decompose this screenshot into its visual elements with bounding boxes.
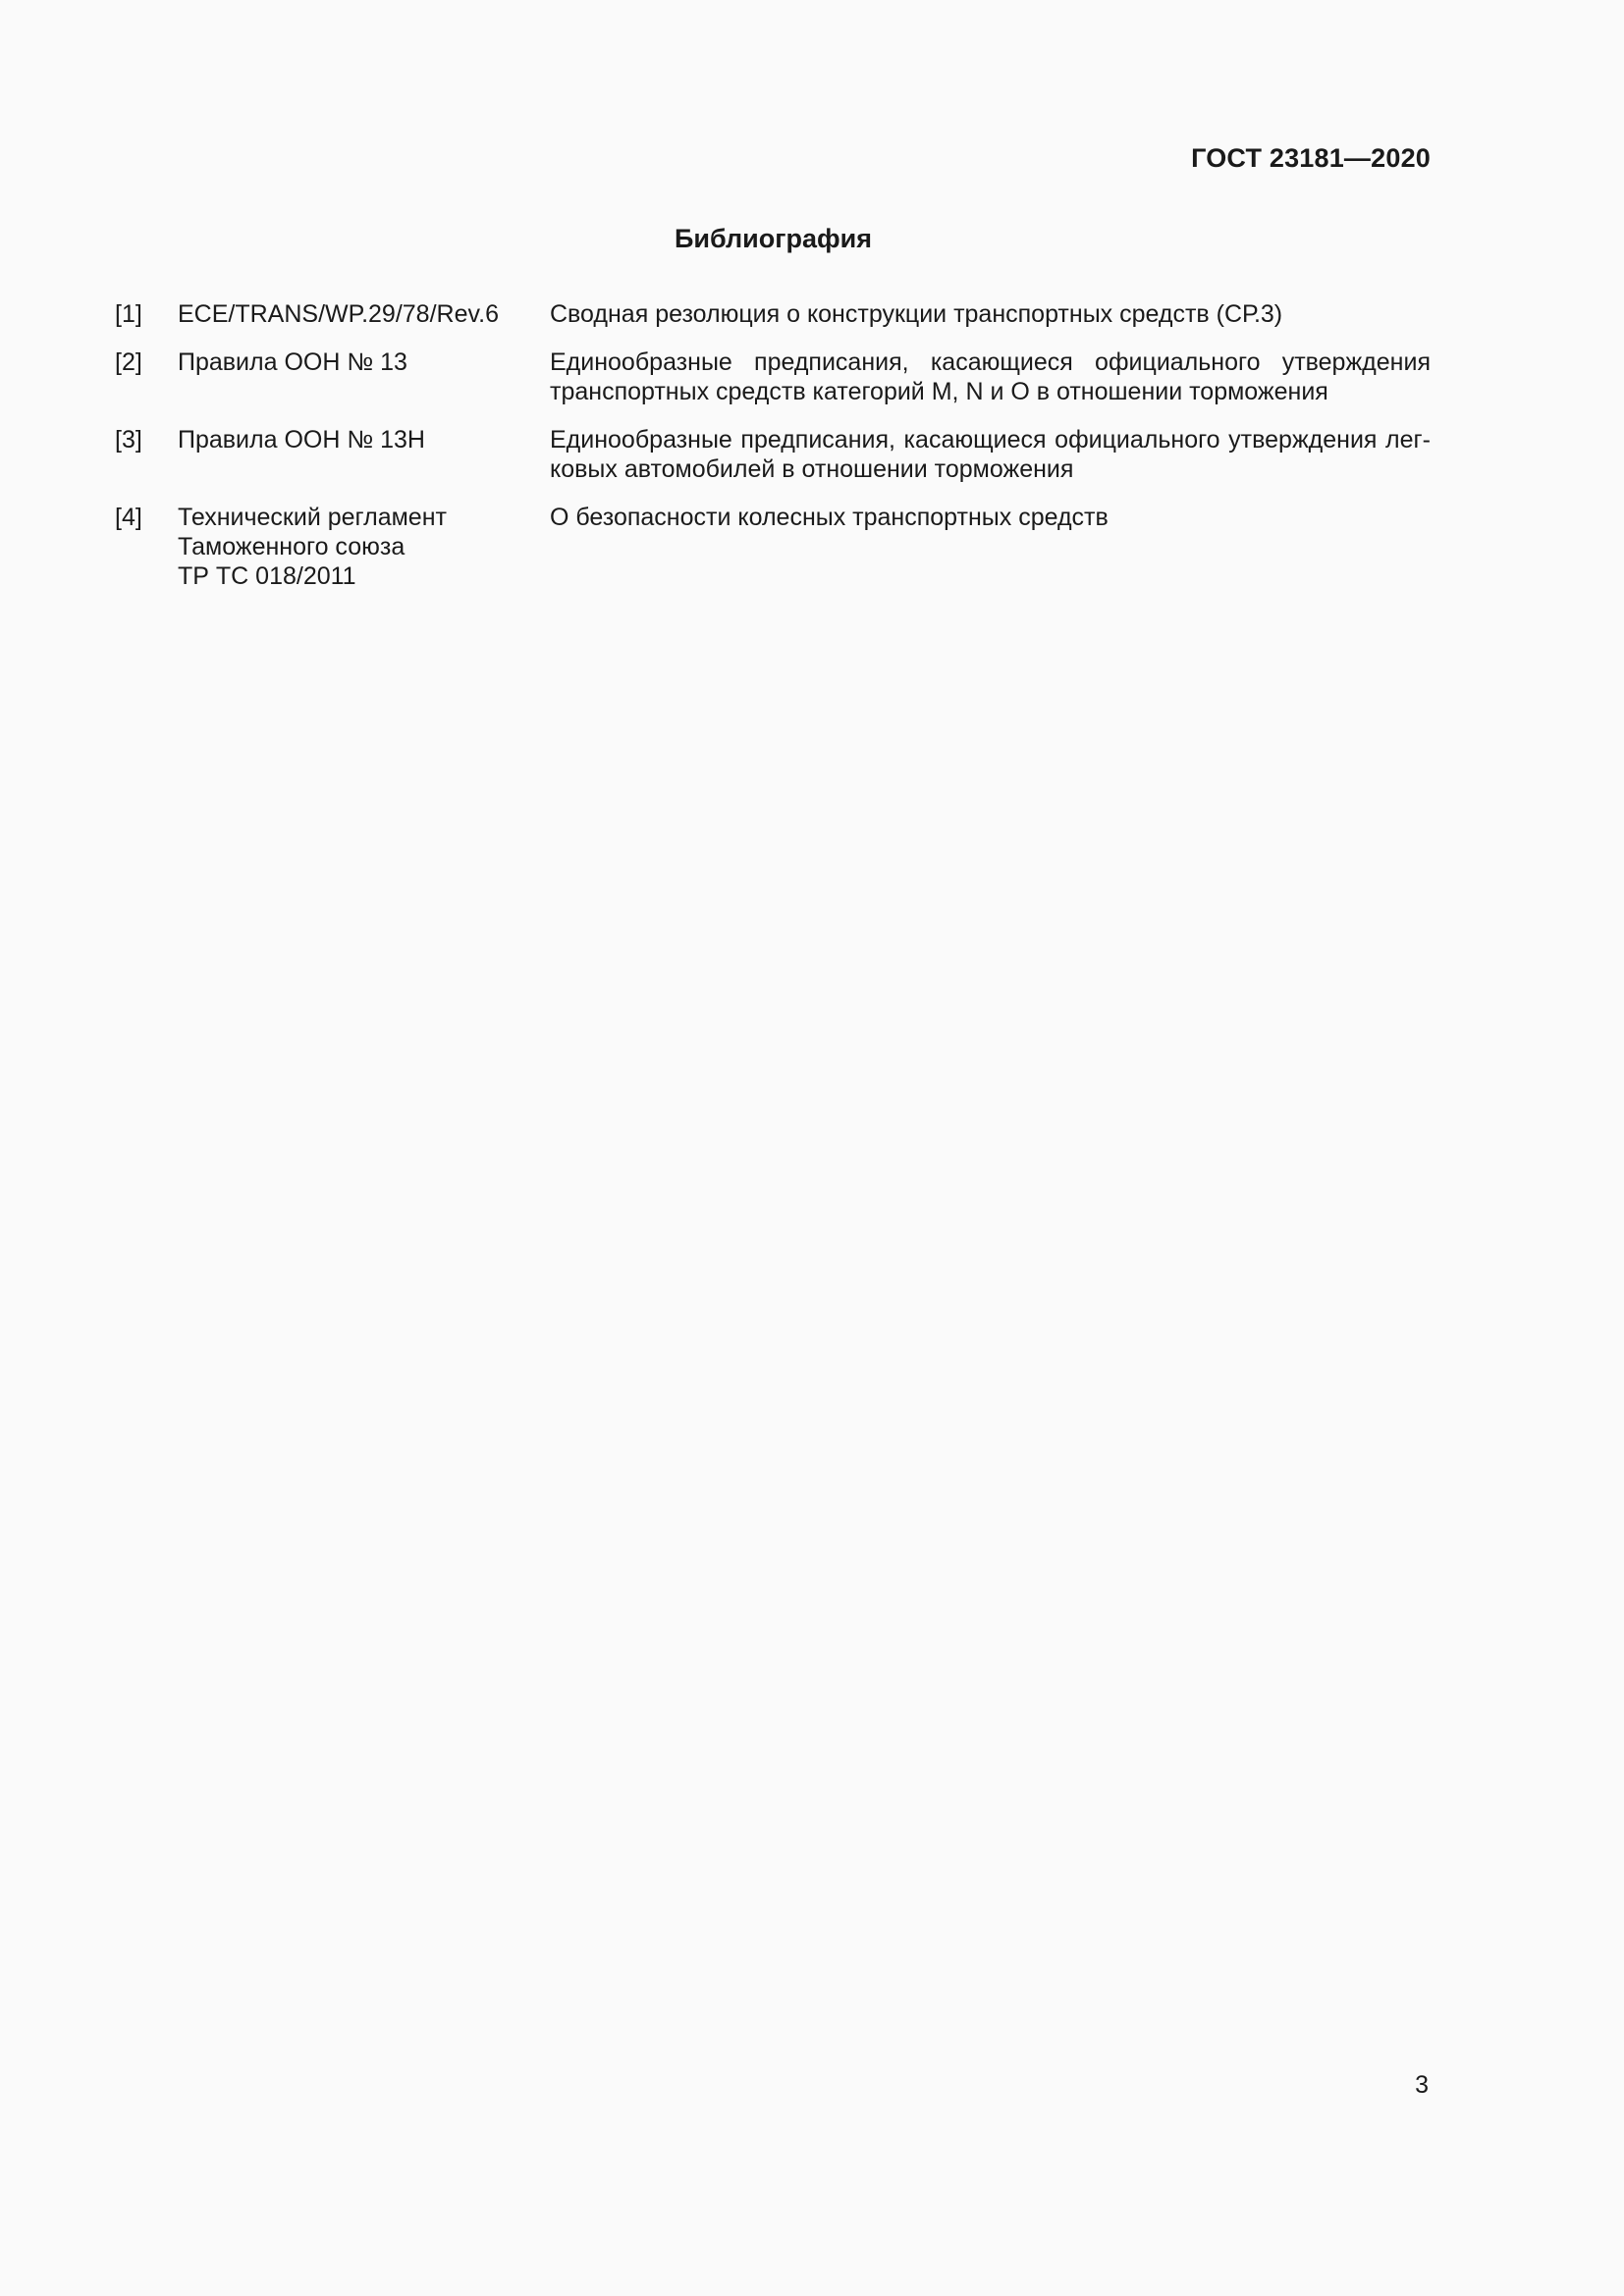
bibliography-entry [115, 425, 1431, 484]
entry-number: [1] [115, 300, 142, 328]
document-code: ГОСТ 23181—2020 [1191, 143, 1431, 173]
section-title: Библиография [675, 224, 872, 253]
bibliography-list [115, 299, 1431, 591]
entry-number: [2] [115, 348, 142, 376]
reference-line: ECE/TRANS/WP.29/78/Rev.6 [178, 300, 499, 328]
entry-number: [3] [115, 426, 142, 454]
page-number: 3 [1415, 2071, 1429, 2099]
entry-description: Единообразные предписания, касающиеся официального утверждения транспортных средств категорий M, N и O в отношении торможения [550, 348, 1431, 405]
reference-line: Таможенного союза [178, 533, 406, 561]
entry-reference [178, 347, 550, 406]
entry-reference [178, 299, 550, 329]
entry-reference [178, 503, 550, 591]
entry-description: Сводная резолюция о конструкции транспортных средств (СР.3) [550, 300, 1283, 328]
reference-line: Правила ООН № 13 [178, 348, 407, 376]
bibliography-entry [115, 299, 1431, 329]
reference-line: ТР ТС 018/2011 [178, 562, 356, 590]
entry-number: [4] [115, 504, 142, 531]
reference-line: Технический регламент [178, 504, 447, 531]
reference-line: Правила ООН № 13Н [178, 426, 425, 454]
entry-description: О безопасности колесных транспортных средств [550, 504, 1109, 531]
bibliography-entry [115, 503, 1431, 591]
bibliography-entry [115, 347, 1431, 406]
entry-reference [178, 425, 550, 484]
entry-description: Единообразные предписания, касающиеся официального утверждения легковых автомобилей в отношении торможения [550, 426, 1431, 483]
